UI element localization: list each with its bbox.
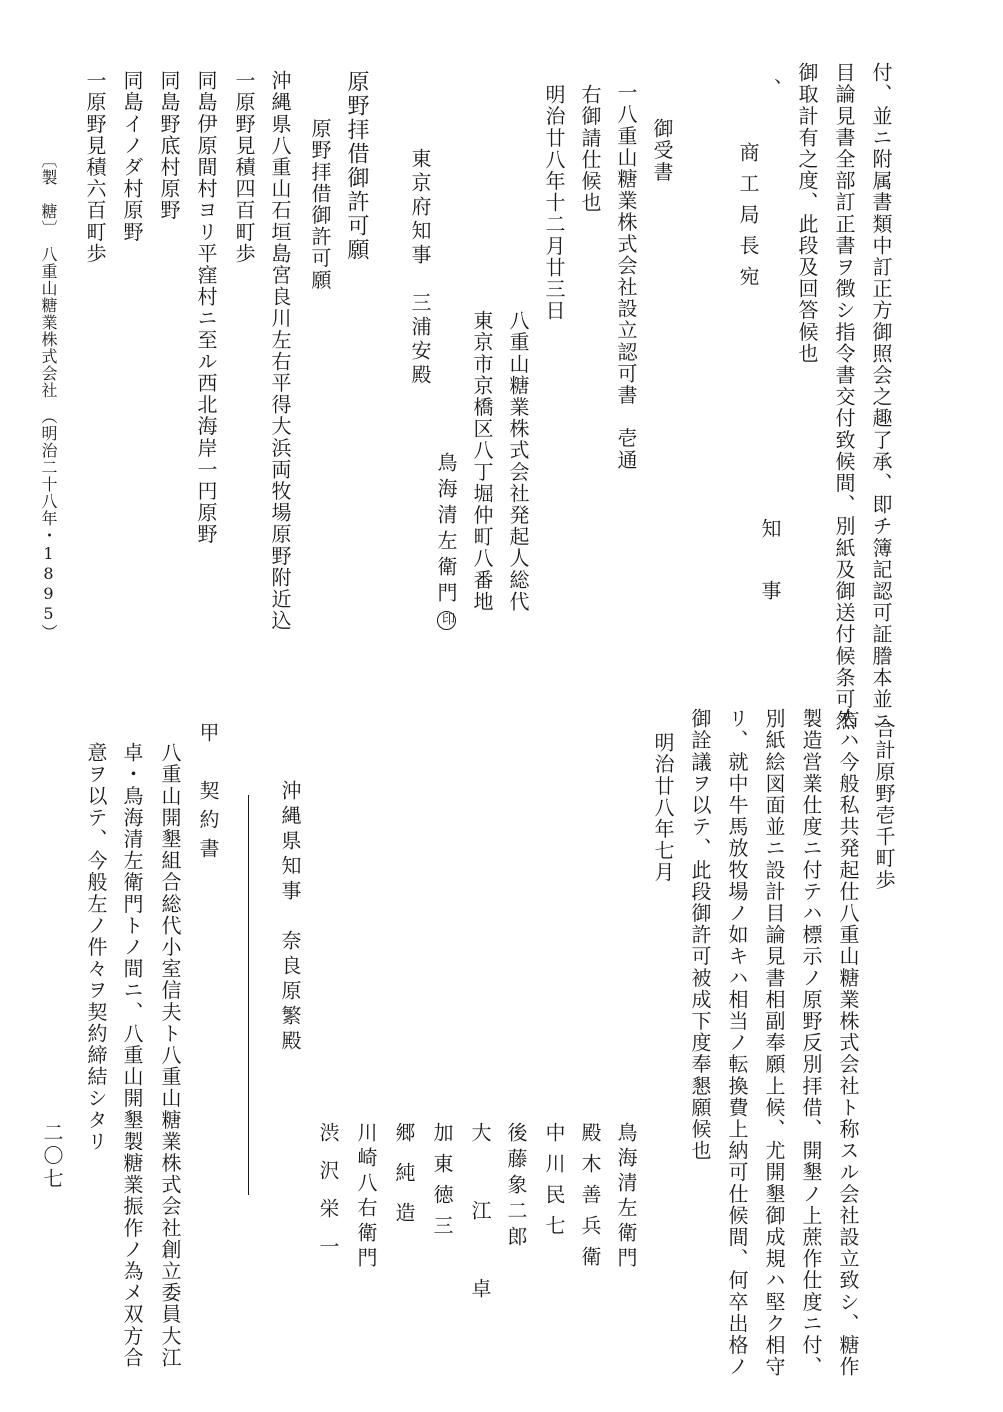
source-note: 〔製 糖〕 八重山糖業株式会社 （明治二十八年・1895）	[39, 152, 58, 641]
addressee: 商工局長宛	[736, 142, 760, 297]
signatory-2: 殿木善兵衛	[578, 1122, 602, 1277]
body-line-3: 御取計有之度、此段及回答候也	[795, 62, 819, 365]
signatory-8: 川崎八右衛門	[354, 1122, 378, 1272]
petition-subtitle: 原野拝借御許可願	[308, 118, 332, 291]
petition-date: 明治廿八年七月	[651, 732, 675, 884]
contract-line-1: 八重山開墾組合総代小室信夫ト八重山糖業株式会社創立委員大江	[158, 742, 182, 1369]
petition-body-1: 右ハ今般私共発起仕八重山糖業株式会社ト称スル会社設立致シ、糖作	[836, 708, 860, 1378]
company-name: 八重山糖業株式会社発起人総代	[506, 310, 530, 613]
signatory-9: 渋沢栄一	[316, 1122, 340, 1274]
person-name	[434, 452, 458, 630]
land-line-2: 一原野見積四百町歩	[232, 70, 256, 265]
signatory-3: 中川民七	[542, 1122, 566, 1246]
petition-body-4: リ、就中牛馬放牧場ノ如キハ相当ノ転換費上納可仕候間、何卒出格ノ	[725, 708, 749, 1378]
signatory-6: 加東徳三	[430, 1122, 454, 1246]
company-address: 東京市京橋区八丁堀仲町八番地	[470, 310, 494, 613]
divider-rule	[248, 795, 249, 1195]
land-line-1: 沖縄県八重山石垣島宮良川左右平得大浜両牧場原野附近込	[268, 70, 292, 632]
okinawa-governor: 沖縄県知事 奈良原繁殿	[278, 780, 302, 1055]
signatory-1: 鳥海清左衛門	[614, 1122, 638, 1272]
receipt-text: 右御請仕候也	[578, 84, 602, 214]
signatory-4: 後藤象二郎	[504, 1122, 528, 1252]
land-line-5: 同島イノダ村原野	[120, 70, 144, 243]
receipt-date: 明治廿八年十二月廿三日	[542, 84, 566, 322]
signatory-5: 大江卓	[468, 1122, 492, 1356]
land-line-6: 一原野見積六百町歩	[83, 70, 107, 265]
petition-body-5: 御詮議ヲ以テ、此段御許可被成下度奉懇願候也	[688, 708, 712, 1162]
body-line-2: 目論見書全部訂正書ヲ徴シ指令書交付致候間、別紙及御送付候条可然	[832, 62, 856, 732]
stray-mark: 、	[758, 78, 782, 100]
seal-mark: 印	[439, 612, 454, 631]
contract-title: 甲 契約書	[196, 722, 220, 867]
petition-title: 原野拝借御許可願	[344, 70, 369, 262]
signatory-7: 郷純造	[392, 1122, 416, 1242]
person-name-text: 鳥海清左衛門	[434, 452, 458, 608]
petition-body-2: 製造営業仕度ニ付テハ標示ノ原野反別拝借、開墾ノ上蔗作仕度ニ付、	[799, 708, 823, 1378]
contract-line-2: 卓・鳥海清左衛門トノ間ニ、八重山開墾製糖業振作ノ為メ双方合	[120, 742, 144, 1369]
total-line: 合計原野壱千町歩	[872, 718, 896, 891]
land-line-4: 同島野底村原野	[157, 70, 181, 222]
petition-body-3: 別紙絵図面並ニ設計目論見書相副奉願上候、尤開墾御成規ハ堅ク相守	[762, 708, 786, 1378]
sender: 知 事	[758, 518, 782, 611]
body-line-1: 付、並ニ附属書類中訂正方御照会之趣了承、即チ簿記認可証謄本並ニ	[869, 62, 893, 732]
receipt-title: 御受書	[650, 118, 674, 183]
receipt-item: 一八重山糖業株式会社設立認可書 壱通	[614, 82, 638, 471]
tokyo-governor: 東京府知事 三浦安殿	[408, 148, 432, 388]
land-line-3: 同島伊原間村ヨリ平窪村ニ至ル西北海岸一円原野	[194, 70, 218, 546]
contract-line-3: 意ヲ以テ、今般左ノ件々ヲ契約締結シタリ	[84, 742, 108, 1153]
page-number: 二〇七	[40, 1122, 64, 1191]
